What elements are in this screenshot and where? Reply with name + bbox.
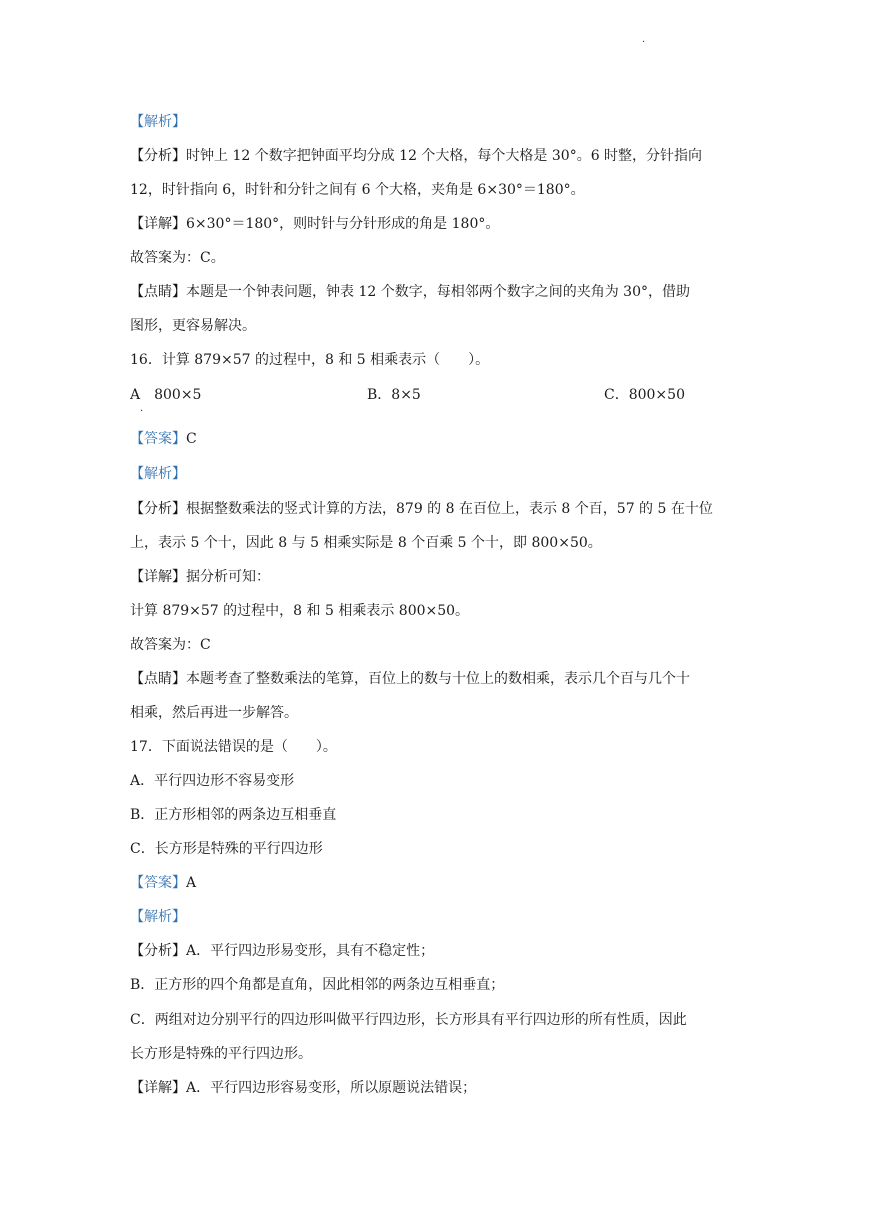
q16-daan-tag: 【答案】 <box>130 431 186 447</box>
q15-dianjing-line-1 <box>130 282 690 302</box>
q17-option-c: C．长方形是特殊的平行四边形 <box>130 841 323 857</box>
q17-jiexi-tag: 【解析】 <box>130 909 186 925</box>
q16-fenxi-line-2: 上，表示 5 个十，因此 8 与 5 相乘实际是 8 个百乘 5 个十，即 800×50。 <box>130 535 602 551</box>
q15-dianjing-line-2: 图形，更容易解决。 <box>130 318 256 334</box>
q16-dianjing-line-1 <box>130 669 690 689</box>
q15-answer-line: 故答案为：C。 <box>130 250 225 266</box>
q17-question: 17．下面说法错误的是（ ）。 <box>130 739 337 755</box>
q16-option-a-dot: . <box>140 403 144 414</box>
q15-fenxi-line-2: 12，时针指向 6，时针和分针之间有 6 个大格，夹角是 6×30°＝180°。 <box>130 182 585 198</box>
q16-option-b: B．8×5 <box>367 387 421 403</box>
q15-xiangjie-line <box>130 214 499 234</box>
header-dot: . <box>642 34 646 45</box>
q17-fenxi-line-c2: 长方形是特殊的平行四边形。 <box>130 1046 312 1062</box>
q15-fenxi-tag: 【分析】 <box>130 148 186 164</box>
q16-xiangjie-line-2: 计算 879×57 的过程中，8 和 5 相乘表示 800×50。 <box>130 603 470 619</box>
q17-xiangjie-text: A．平行四边形容易变形，所以原题说法错误； <box>186 1080 477 1096</box>
q15-fenxi-text-1: 时钟上 12 个数字把钟面平均分成 12 个大格，每个大格是 30°。6 时整，分针指向 <box>186 148 703 164</box>
q15-xiangjie-tag: 【详解】 <box>130 216 186 232</box>
q15-xiangjie-text: 6×30°＝180°，则时针与分针形成的角是 180°。 <box>186 216 500 232</box>
q15-fenxi-line-1 <box>130 146 702 166</box>
q17-xiangjie-tag: 【详解】 <box>130 1080 186 1096</box>
q16-xiangjie-tag: 【详解】 <box>130 569 186 585</box>
q15-dianjing-text-1: 本题是一个钟表问题，钟表 12 个数字，每相邻两个数字之间的夹角为 30°，借助 <box>186 284 690 300</box>
q17-option-b: B．正方形相邻的两条边互相垂直 <box>130 807 337 823</box>
q17-fenxi-line-c1: C．两组对边分别平行的四边形叫做平行四边形，长方形具有平行四边形的所有性质，因此 <box>130 1012 687 1028</box>
q15-dianjing-tag: 【点睛】 <box>130 284 186 300</box>
q15-jiexi-line <box>130 112 186 132</box>
q16-option-a: A 800×5 <box>130 387 202 403</box>
q15-jiexi-tag: 【解析】 <box>130 114 186 130</box>
q16-dianjing-line-2: 相乘，然后再进一步解答。 <box>130 705 298 721</box>
q17-fenxi-text: A．平行四边形易变形，具有不稳定性； <box>186 943 435 959</box>
q17-daan-value: A <box>186 875 197 891</box>
q16-dianjing-tag: 【点睛】 <box>130 671 186 687</box>
q16-xiangjie-text: 据分析可知： <box>186 569 270 585</box>
q17-option-a: A．平行四边形不容易变形 <box>130 773 295 789</box>
q17-daan-line <box>130 873 196 893</box>
q16-daan-line <box>130 429 197 449</box>
q16-question: 16．计算 879×57 的过程中，8 和 5 相乘表示（ ）。 <box>130 352 490 368</box>
q16-fenxi-tag: 【分析】 <box>130 501 186 517</box>
q17-fenxi-line-b: B．正方形的四个角都是直角，因此相邻的两条边互相垂直； <box>130 977 505 993</box>
q16-dianjing-text-1: 本题考查了整数乘法的笔算，百位上的数与十位上的数相乘，表示几个百与几个十 <box>186 671 690 687</box>
q16-option-c: C．800×50 <box>604 387 685 403</box>
q17-jiexi-line <box>130 907 186 927</box>
q16-jiexi-line <box>130 464 186 484</box>
q16-daan-value: C <box>186 431 197 447</box>
q16-xiangjie-line <box>130 567 270 587</box>
q17-fenxi-line <box>130 941 434 961</box>
q16-answer-line: 故答案为：C <box>130 637 211 653</box>
q17-xiangjie-line <box>130 1078 476 1098</box>
q16-fenxi-text-1: 根据整数乘法的竖式计算的方法，879 的 8 在百位上，表示 8 个百，57 的 5 在十位 <box>186 501 713 517</box>
q16-jiexi-tag: 【解析】 <box>130 466 186 482</box>
q17-daan-tag: 【答案】 <box>130 875 186 891</box>
q16-fenxi-line-1 <box>130 499 713 519</box>
q17-fenxi-tag: 【分析】 <box>130 943 186 959</box>
